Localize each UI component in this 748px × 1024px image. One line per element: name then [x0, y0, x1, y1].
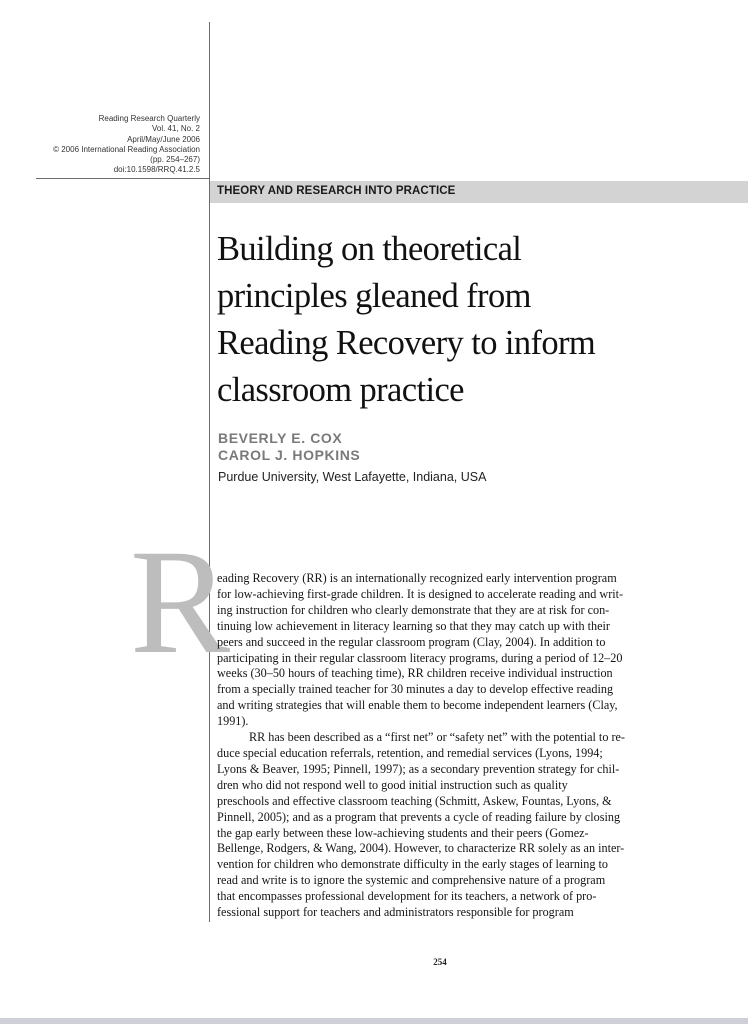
meta-divider	[36, 178, 210, 179]
title-line: Building on theoretical	[217, 230, 522, 268]
body-line: 1991).	[217, 714, 249, 729]
journal-volume: Vol. 41, No. 2	[151, 124, 200, 134]
body-line: tinuing low achievement in literacy learning so that they may catch up with their	[217, 618, 610, 633]
body-line: weeks (30–50 hours of teaching time), RR children receive individual instruction	[217, 666, 613, 681]
title-line: principles gleaned from	[217, 277, 531, 315]
body-line: Pinnell, 2005); and as a program that prevents a cycle of reading failure by closing	[217, 809, 621, 824]
body-line: from a specially trained teacher for 30 minutes a day to develop effective reading	[217, 682, 614, 697]
body-line: read and write is to ignore the systemic and comprehensive nature of a program	[217, 873, 606, 888]
body-line: Lyons & Beaver, 1995; Pinnell, 1997); as a secondary prevention strategy for chil-	[217, 761, 620, 776]
section-label: THEORY AND RESEARCH INTO PRACTICE	[217, 185, 456, 197]
body-line: that encompasses professional development for its teachers, a network of pro-	[217, 889, 597, 904]
page-number: 254	[433, 957, 447, 967]
journal-metadata	[10, 114, 200, 176]
author-name: CAROL J. HOPKINS	[218, 447, 361, 463]
article-body	[217, 571, 677, 921]
body-line: participating in their regular classroom literacy programs, during a period of 12–20	[217, 650, 623, 665]
body-line: duce special education referrals, retention, and remedial services (Lyons, 1994;	[217, 745, 603, 760]
body-line: the gap early between these low-achieving students and their peers (Gomez-	[217, 825, 589, 840]
body-line: ing instruction for children who clearly demonstrate that they are at risk for con-	[217, 602, 610, 617]
body-line: RR has been described as a “first net” or “safety net” with the potential to re-	[249, 730, 625, 745]
section-banner	[210, 181, 748, 203]
author-affiliation: Purdue University, West Lafayette, Indiana, USA	[218, 470, 487, 484]
journal-issue-date: April/May/June 2006	[127, 134, 200, 144]
body-line: fessional support for teachers and administrators responsible for program	[217, 905, 574, 920]
body-line: peers and succeed in the regular classroom program (Clay, 2004). In addition to	[217, 634, 606, 649]
body-line: eading Recovery (RR) is an internationally recognized early intervention program	[217, 571, 617, 585]
article-title	[217, 226, 697, 414]
journal-copyright: © 2006 International Reading Association	[53, 144, 200, 154]
bottom-edge	[0, 1018, 748, 1024]
journal-doi: doi:10.1598/RRQ.41.2.5	[113, 165, 200, 175]
author-list	[218, 430, 360, 464]
journal-pages: (pp. 254–267)	[150, 155, 200, 165]
body-line: for low-achieving first-grade children. It is designed to accelerate reading and writ-	[217, 586, 624, 601]
drop-cap: R	[130, 519, 231, 685]
body-line: vention for children who demonstrate difficulty in the early stages of learning to	[217, 857, 609, 872]
body-line: preschools and effective classroom teaching (Schmitt, Askew, Fountas, Lyons, &	[217, 793, 612, 808]
title-line: classroom practice	[217, 371, 464, 409]
journal-name: Reading Research Quarterly	[98, 114, 200, 123]
body-line: dren who did not respond well to good initial instruction such as quality	[217, 777, 568, 792]
body-line: Bellenge, Rodgers, & Wang, 2004). However, to characterize RR solely as an inter-	[217, 841, 625, 856]
body-line: and writing strategies that will enable them to become independent learners (Clay,	[217, 698, 618, 713]
author-name: BEVERLY E. COX	[218, 430, 343, 446]
vertical-rule	[209, 22, 210, 922]
title-line: Reading Recovery to inform	[217, 324, 596, 362]
